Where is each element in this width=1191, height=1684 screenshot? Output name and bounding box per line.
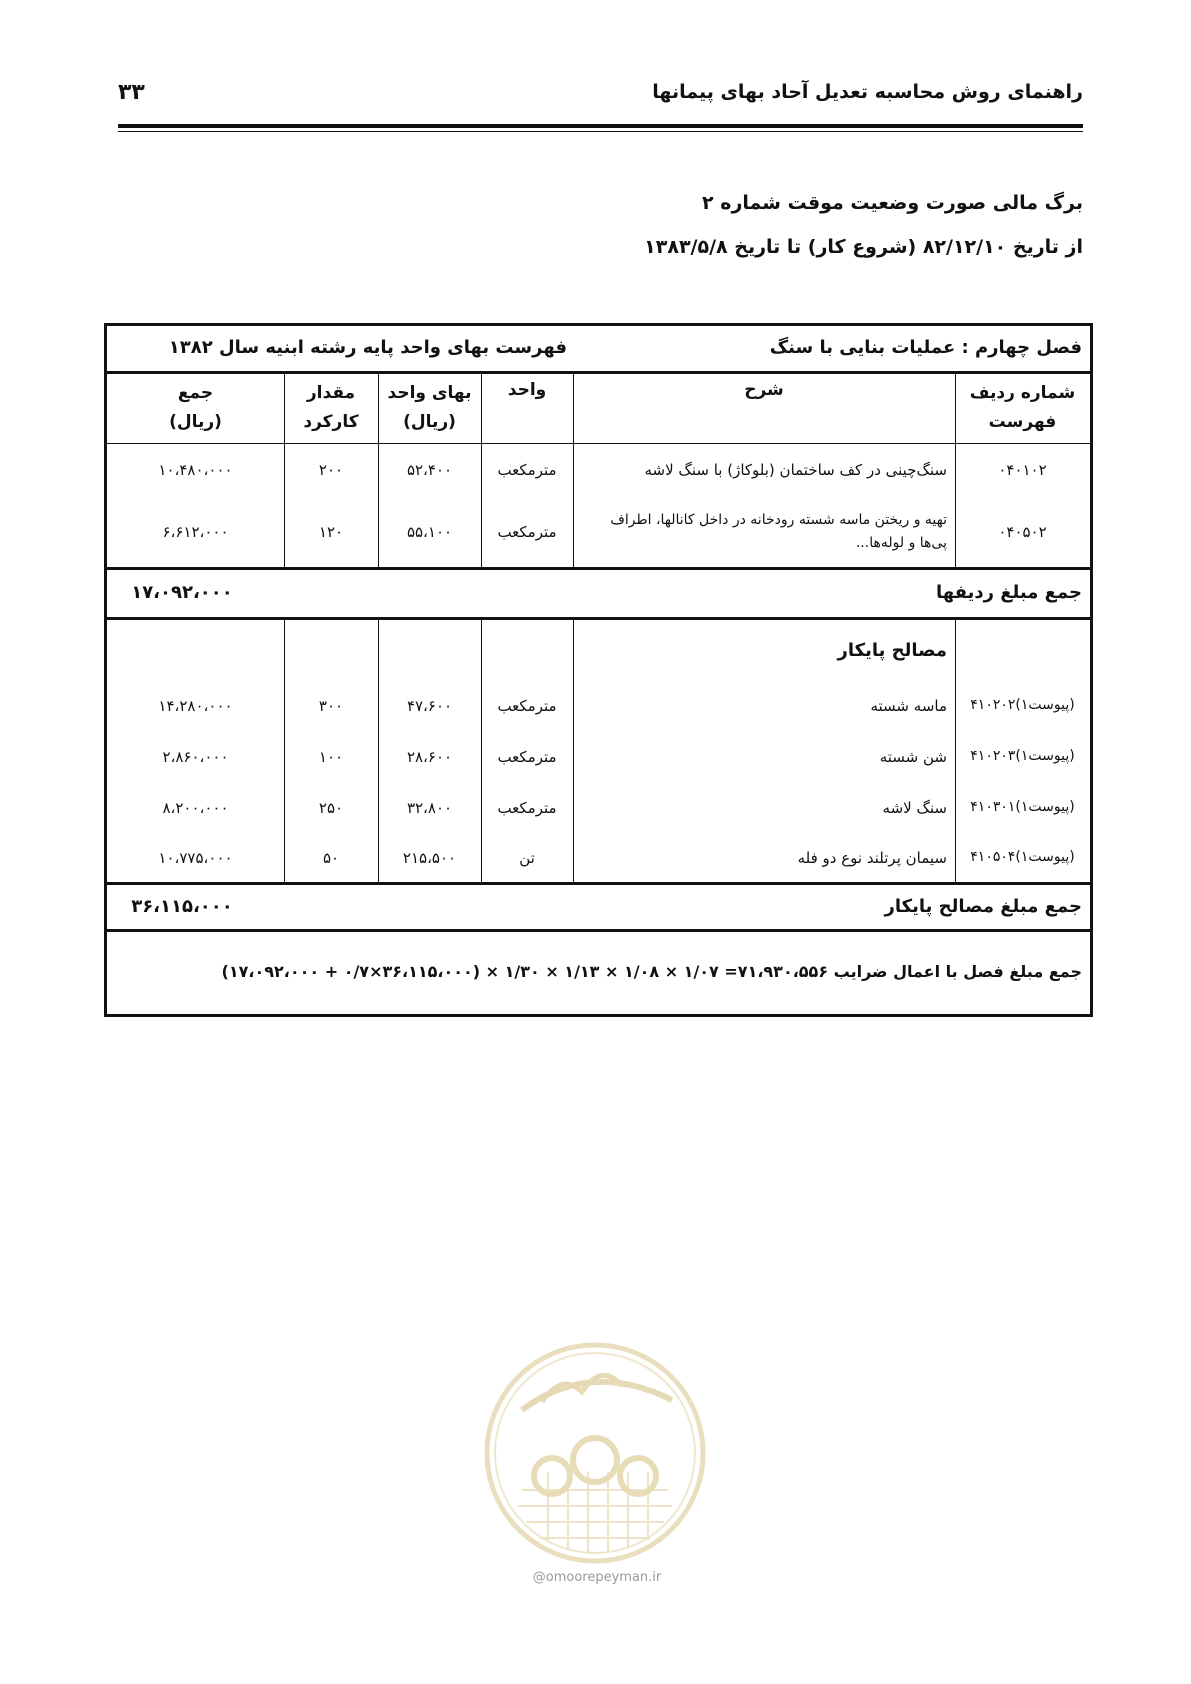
item-description: تهیه و ریختن ماسه شسته رودخانه در داخل کانالها، اطراف پی‌ها و لوله‌ها... bbox=[610, 512, 947, 551]
document-subtitle: از تاریخ ۸۲/۱۲/۱۰ (شروع کار) تا تاریخ ۱۳۸۳/۵/۸ bbox=[644, 236, 1083, 258]
items-total-label: جمع مبلغ ردیفها bbox=[936, 582, 1082, 604]
item-unit-price: ۵۲،۴۰۰ bbox=[406, 461, 453, 479]
materials-total-value: ۳۶،۱۱۵،۰۰۰ bbox=[131, 895, 233, 917]
col-header-quantity: مقدار کارکرد bbox=[303, 382, 359, 432]
watermark-logo bbox=[482, 1340, 708, 1566]
item-unit-price: ۵۵،۱۰۰ bbox=[406, 522, 453, 541]
material-total: ۱۰،۷۷۵،۰۰۰ bbox=[158, 848, 233, 867]
items-total-value: ۱۷،۰۹۲،۰۰۰ bbox=[131, 582, 233, 604]
header-rule-thin bbox=[118, 131, 1083, 132]
document-title: برگ مالی صورت وضعیت موقت شماره ۲ bbox=[702, 192, 1083, 214]
item-row-no: ۰۴۰۵۰۲ bbox=[998, 522, 1047, 541]
item-quantity: ۲۰۰ bbox=[318, 461, 344, 479]
col-header-row-no: شماره ردیف فهرست bbox=[969, 382, 1076, 432]
watermark-site: @omoorepeyman.ir bbox=[532, 1570, 662, 1585]
material-unit-price: ۳۲،۸۰۰ bbox=[406, 798, 453, 817]
material-unit: مترمکعب bbox=[497, 696, 557, 715]
material-unit: تن bbox=[519, 848, 535, 867]
statement-table bbox=[104, 323, 1093, 1017]
running-header bbox=[118, 72, 1083, 112]
materials-total-label: جمع مبلغ مصالح پایکار bbox=[884, 895, 1082, 917]
page-number: ۳۳ bbox=[118, 79, 145, 105]
running-title: راهنمای روش محاسبه تعدیل آحاد بهای پیمانها bbox=[652, 81, 1083, 103]
item-unit: مترمکعب bbox=[497, 461, 557, 479]
item-description: سنگ‌چینی در کف ساختمان (بلوکاژ) با سنگ لاشه bbox=[644, 461, 947, 479]
col-header-description: شرح bbox=[744, 380, 784, 400]
material-unit-price: ۲۱۵،۵۰۰ bbox=[402, 848, 457, 867]
material-unit: مترمکعب bbox=[497, 747, 557, 766]
material-row-no: ۴۱۰۲۰۲(پیوست۱) bbox=[970, 697, 1075, 714]
chapter-title: فصل چهارم : عملیات بنایی با سنگ bbox=[769, 337, 1082, 359]
grand-total-formula: جمع مبلغ فصل با اعمال ضرایب ۷۱،۹۳۰،۵۵۶= ۱/۰۷ × ۱/۰۸ × ۱/۱۳ × ۱/۳۰ × (۳۶،۱۱۵،۰۰۰×۰/۷ + ۱۷،۰۹۲،۰۰۰) bbox=[221, 962, 1082, 982]
header-rule bbox=[118, 124, 1083, 128]
item-total: ۶،۶۱۲،۰۰۰ bbox=[162, 522, 229, 541]
material-total: ۱۴،۲۸۰،۰۰۰ bbox=[158, 696, 233, 715]
item-total: ۱۰،۴۸۰،۰۰۰ bbox=[158, 461, 233, 479]
col-header-unit: واحد bbox=[507, 380, 547, 400]
item-quantity: ۱۲۰ bbox=[318, 522, 344, 541]
material-unit: مترمکعب bbox=[497, 798, 557, 817]
price-list-title: فهرست بهای واحد پایه رشته ابنیه سال ۱۳۸۲ bbox=[168, 337, 567, 359]
material-description: ماسه شسته bbox=[870, 696, 947, 715]
material-description: سیمان پرتلند نوع دو فله bbox=[797, 848, 947, 867]
material-description: سنگ لاشه bbox=[882, 798, 947, 817]
materials-heading: مصالح پایکار bbox=[837, 639, 947, 661]
item-row-no: ۰۴۰۱۰۲ bbox=[998, 461, 1047, 479]
seal-icon bbox=[482, 1340, 708, 1566]
material-quantity: ۳۰۰ bbox=[318, 696, 344, 715]
material-unit-price: ۲۸،۶۰۰ bbox=[406, 747, 453, 766]
material-row-no: ۴۱۰۵۰۴(پیوست۱) bbox=[970, 849, 1075, 866]
material-total: ۸،۲۰۰،۰۰۰ bbox=[162, 798, 229, 817]
material-row-no: ۴۱۰۲۰۳(پیوست۱) bbox=[970, 748, 1075, 765]
material-unit-price: ۴۷،۶۰۰ bbox=[406, 696, 453, 715]
material-total: ۲،۸۶۰،۰۰۰ bbox=[162, 747, 229, 766]
material-quantity: ۲۵۰ bbox=[318, 798, 344, 817]
col-header-unit-price: بهای واحد (ریال) bbox=[387, 382, 472, 432]
material-quantity: ۱۰۰ bbox=[318, 747, 344, 766]
rule bbox=[107, 617, 1090, 620]
col-header-total: جمع (ریال) bbox=[169, 382, 222, 432]
material-description: شن شسته bbox=[879, 747, 947, 766]
material-row-no: ۴۱۰۳۰۱(پیوست۱) bbox=[970, 799, 1075, 816]
material-quantity: ۵۰ bbox=[322, 848, 340, 867]
item-unit: مترمکعب bbox=[497, 522, 557, 541]
